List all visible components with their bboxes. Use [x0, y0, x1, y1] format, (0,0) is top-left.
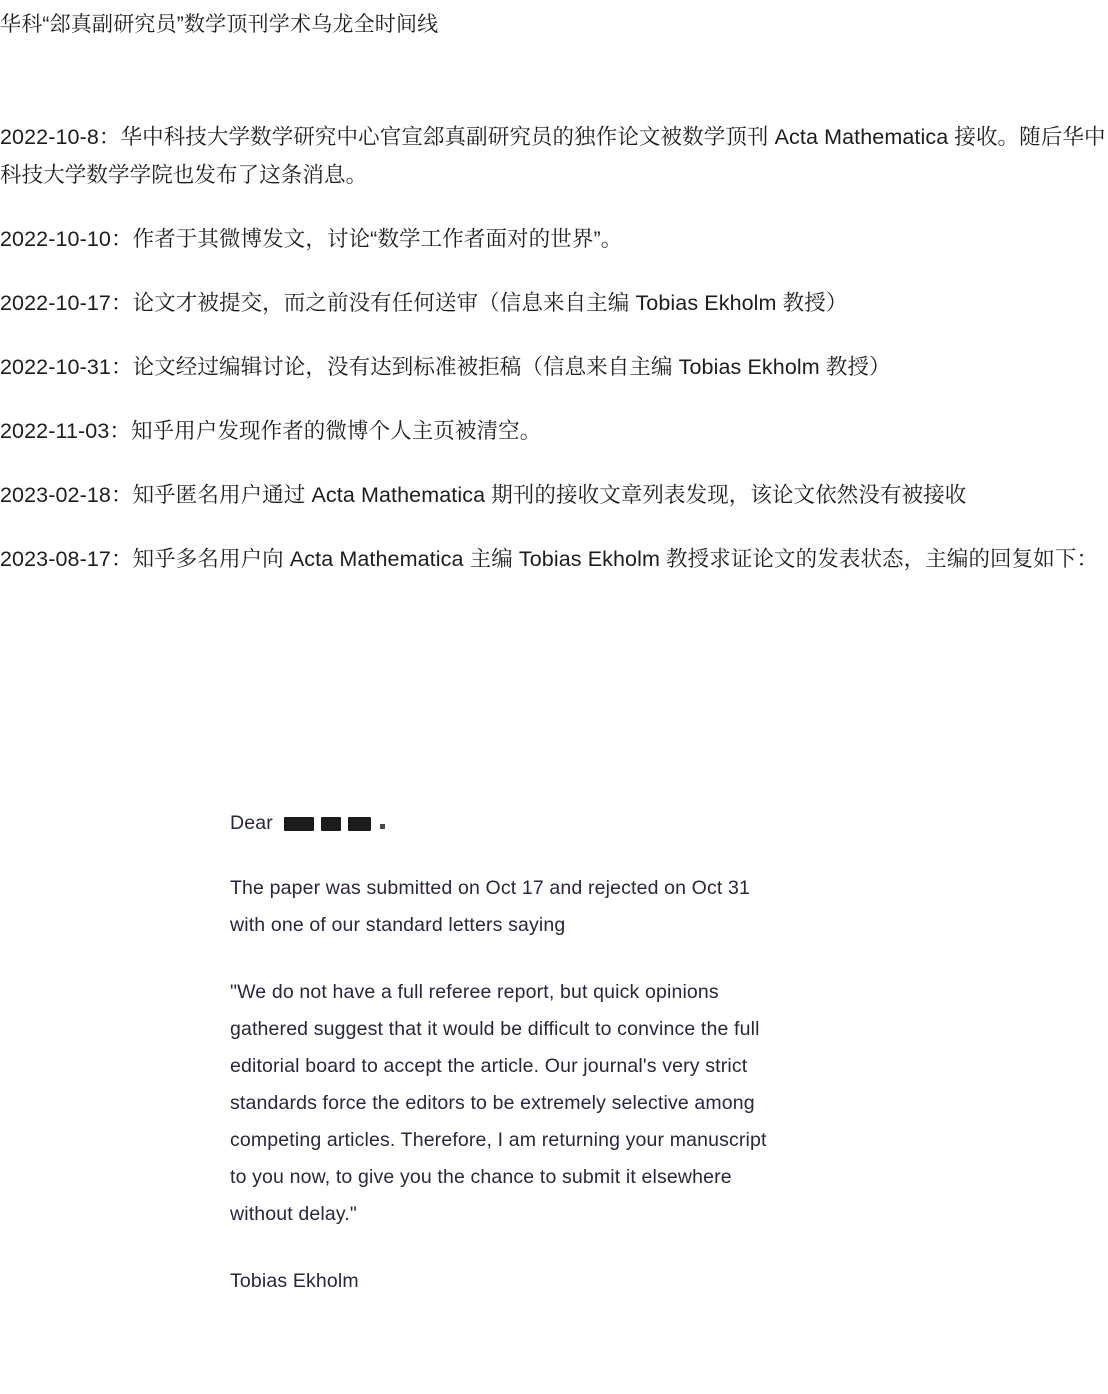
timeline-entry: [0, 476, 1108, 514]
timeline-list: [0, 118, 1108, 604]
email-signature: Tobias Ekholm: [230, 1270, 359, 1293]
redaction-bar: [284, 817, 314, 831]
redacted-name: [284, 805, 385, 842]
timeline-entry-date: 2022-10-17：: [0, 291, 133, 315]
timeline-entry-text: 知乎用户发现作者的微博个人主页被清空。: [130, 419, 542, 443]
timeline-entry: [0, 118, 1108, 194]
redaction-dot: [380, 824, 385, 829]
timeline-entry-date: 2023-08-17：: [0, 547, 133, 571]
redaction-bar: [348, 817, 371, 831]
timeline-entry-date: 2022-11-03：: [0, 419, 131, 443]
timeline-entry-text: 论文才被提交，而之前没有任何送审（信息来自主编 Tobias Ekholm 教授）: [132, 291, 848, 315]
timeline-entry: [0, 220, 1108, 258]
timeline-entry: [0, 348, 1108, 386]
email-paragraph-1: The paper was submitted on Oct 17 and rejected on Oct 31 with one of our standard letters saying: [230, 877, 751, 937]
timeline-entry-text: 华中科技大学数学研究中心官宣郐真副研究员的独作论文被数学顶刊 Acta Mathematica 接收。随后华中科技大学数学学院也发布了这条消息。: [0, 125, 1106, 187]
email-paragraph-2: "We do not have a full referee report, but quick opinions gathered suggest that it would be difficult to convince the full editorial board to accept the article. Our journal's very strict standards force the editors to be extremely selective among competing articles. Therefore, I am returning your manuscript to you now, to give you the chance to submit it elsewhere without delay.": [230, 981, 767, 1226]
timeline-entry: [0, 540, 1108, 578]
timeline-entry-date: 2022-10-31：: [0, 355, 133, 379]
timeline-entry-text: 作者于其微博发文，讨论“数学工作者面对的世界”。: [132, 227, 623, 251]
timeline-entry-date: 2022-10-10：: [0, 227, 133, 251]
email-salutation: Dear: [230, 812, 273, 834]
timeline-entry-date: 2023-02-18：: [0, 483, 133, 507]
timeline-entry: [0, 412, 1108, 450]
email-screenshot: [230, 805, 775, 1330]
timeline-entry-text: 知乎多名用户向 Acta Mathematica 主编 Tobias Ekholm 教授求证论文的发表状态，主编的回复如下：: [132, 547, 1099, 571]
timeline-entry-text: 论文经过编辑讨论，没有达到标准被拒稿（信息来自主编 Tobias Ekholm 教授）: [132, 355, 891, 379]
timeline-entry-text: 知乎匿名用户通过 Acta Mathematica 期刊的接收文章列表发现，该论文依然没有被接收: [132, 483, 967, 507]
page-title: 华科“郐真副研究员”数学顶刊学术乌龙全时间线: [0, 13, 439, 36]
email-salutation-line: [230, 805, 775, 842]
redaction-bar: [321, 817, 341, 831]
timeline-entry: [0, 284, 1108, 322]
timeline-entry-date: 2022-10-8：: [0, 125, 121, 149]
